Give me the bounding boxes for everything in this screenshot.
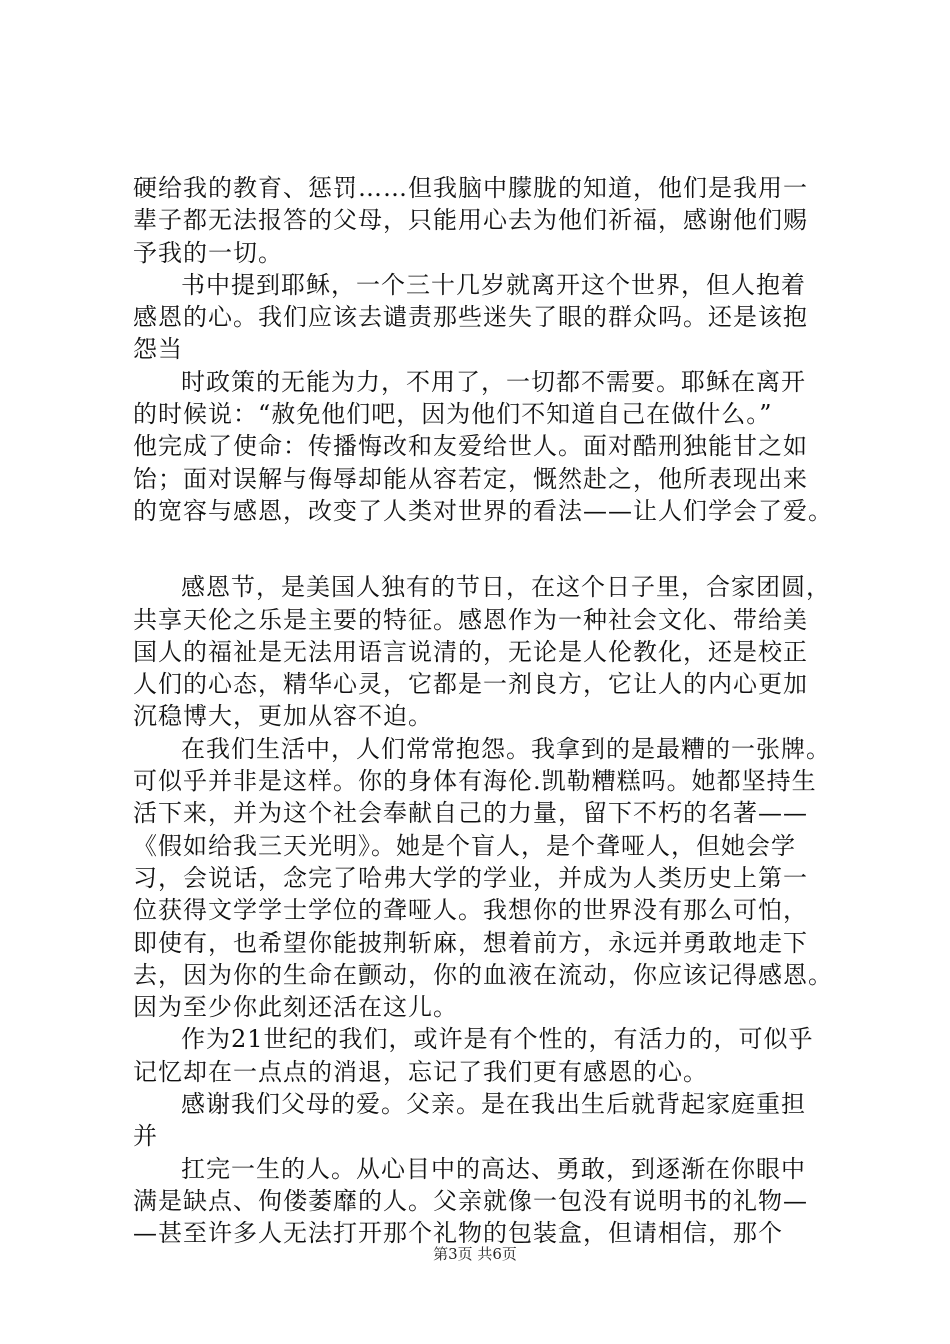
- text-line: 活下来，并为这个社会奉献自己的力量，留下不朽的名著——: [133, 799, 808, 828]
- text-line: 共享天伦之乐是主要的特征。感恩作为一种社会文化、带给美: [133, 605, 808, 634]
- text-line: 因为至少你此刻还活在这儿。: [133, 993, 458, 1022]
- text-line: 书中提到耶稣，一个三十几岁就离开这个世界，但人抱着: [181, 270, 806, 299]
- text-line: 作为21世纪的我们，或许是有个性的，有活力的，可似乎: [181, 1025, 814, 1054]
- text-line: 扛完一生的人。从心目中的高达、勇敢，到逐渐在你眼中: [181, 1154, 806, 1183]
- text-line: 感谢我们父母的爱。父亲。是在我出生后就背起家庭重担: [181, 1090, 806, 1119]
- text-line: 沉稳博大，更加从容不迫。: [133, 702, 433, 731]
- text-line: 记忆却在一点点的消退，忘记了我们更有感恩的心。: [133, 1057, 708, 1086]
- page-footer: 第3页 共6页: [433, 1245, 517, 1263]
- text-line: 满是缺点、佝偻萎靡的人。父亲就像一包没有说明书的礼物—: [133, 1186, 808, 1215]
- text-line: 习，会说话，念完了哈弗大学的学业，并成为人类历史上第一: [133, 863, 808, 892]
- text-line: 感恩的心。我们应该去谴责那些迷失了眼的群众吗。还是该抱: [133, 303, 808, 332]
- text-line: 怨当: [133, 335, 183, 364]
- text-line: 并: [133, 1122, 158, 1151]
- text-line: 即使有，也希望你能披荆斩麻，想着前方，永远并勇敢地走下: [133, 928, 808, 957]
- text-line: 饴；面对误解与侮辱却能从容若定，慨然赴之，他所表现出来: [133, 464, 808, 493]
- text-line: 感恩节，是美国人独有的节日，在这个日子里，合家团圆，: [181, 573, 831, 602]
- text-line: 去，因为你的生命在颤动，你的血液在流动，你应该记得感恩。: [133, 960, 833, 989]
- text-line: 在我们生活中，人们常常抱怨。我拿到的是最糟的一张牌。: [181, 734, 831, 763]
- text-line: 辈子都无法报答的父母，只能用心去为他们祈福，感谢他们赐: [133, 206, 808, 235]
- text-line: 可似乎并非是这样。你的身体有海伦.凯勒糟糕吗。她都坚持生: [133, 767, 817, 796]
- text-line: 国人的福祉是无法用语言说清的，无论是人伦教化，还是校正: [133, 637, 808, 666]
- text-line: 硬给我的教育、惩罚……但我脑中朦胧的知道，他们是我用一: [133, 174, 808, 202]
- text-line: 他完成了使命：传播悔改和友爱给世人。面对酷刑独能甘之如: [133, 432, 808, 461]
- blank-line: [133, 527, 833, 571]
- text-line: 位获得文学学士学位的聋哑人。我想你的世界没有那么可怕，: [133, 896, 808, 925]
- text-line: 的时候说：“赦免他们吧，因为他们不知道自己在做什么。”: [133, 400, 773, 429]
- text-line: —甚至许多人无法打开那个礼物的包装盒，但请相信，那个: [133, 1219, 783, 1248]
- body-text: [133, 172, 833, 1250]
- text-line: 人们的心态，精华心灵，它都是一剂良方，它让人的内心更加: [133, 670, 808, 699]
- text-line: 《假如给我三天光明》。她是个盲人，是个聋哑人，但她会学: [133, 831, 796, 860]
- text-line: 的宽容与感恩，改变了人类对世界的看法——让人们学会了爱。: [133, 496, 833, 525]
- text-line: 时政策的无能为力，不用了，一切都不需要。耶稣在离开: [181, 367, 806, 396]
- text-line: 予我的一切。: [133, 238, 283, 267]
